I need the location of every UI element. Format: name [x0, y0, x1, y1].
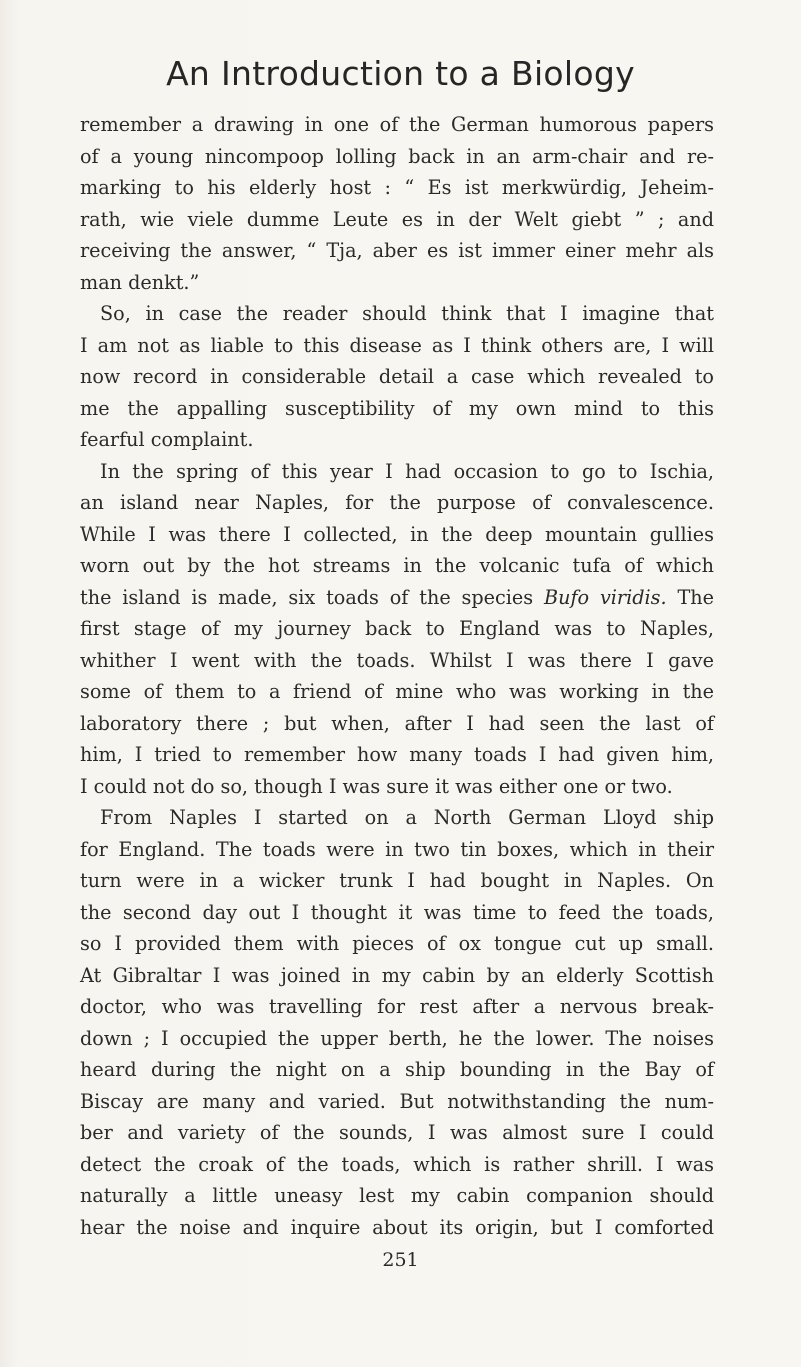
text-line: At Gibraltar I was joined in my cabin by an elderly Scottish: [80, 963, 714, 987]
text-line: fearful complaint.: [80, 428, 254, 451]
text-line: I am not as liable to this disease as I think others are, I will: [80, 333, 714, 357]
text-line: first stage of my journey back to England was to Naples,: [80, 617, 714, 640]
text-line: so I provided them with pieces of ox tongue cut up small.: [80, 932, 714, 955]
text-line: the second day out I thought it was time to feed the toads,: [80, 900, 714, 924]
text-line: receiving the answer, “ Tja, aber es ist immer einer mehr als: [80, 239, 714, 262]
text-line: laboratory there ; but when, after I had seen the last of: [80, 711, 714, 735]
text-line: for England. The toads were in two tin boxes, which in their: [80, 837, 714, 861]
species-line-after: The: [666, 585, 714, 609]
text-line-species: [80, 582, 714, 614]
text-line: worn out by the hot streams in the volcanic tufa of which: [80, 554, 714, 577]
text-line: now record in considerable detail a case which revealed to: [80, 365, 714, 388]
text-line: While I was there I collected, in the deep mountain gullies: [80, 522, 714, 546]
text-line: him, I tried to remember how many toads I had given him,: [80, 743, 714, 766]
body-text: [80, 109, 714, 1243]
text-line: some of them to a friend of mine who was working in the: [80, 680, 714, 703]
text-line: Biscay are many and varied. But notwithstanding the num-: [80, 1089, 714, 1113]
text-line: naturally a little uneasy lest my cabin companion should: [80, 1184, 714, 1207]
text-line: of a young nincompoop lolling back in an arm-chair and re-: [80, 144, 714, 168]
text-line: down ; I occupied the upper berth, he the lower. The noises: [80, 1026, 714, 1050]
text-line: marking to his elderly host : “ Es ist merkwürdig, Jeheim-: [80, 176, 714, 199]
running-header: An Introduction to a Biology: [166, 54, 635, 93]
text-line: In the spring of this year I had occasion to go to Ischia,: [100, 459, 714, 483]
species-line-before: the island is made, six toads of the species: [80, 585, 544, 609]
text-line: I could not do so, though I was sure it was either one or two.: [80, 774, 673, 798]
text-line: From Naples I started on a North German Lloyd ship: [100, 806, 714, 829]
text-line: me the appalling susceptibility of my own mind to this: [80, 396, 714, 420]
text-line: So, in case the reader should think that I imagine that: [100, 302, 714, 325]
text-line: remember a drawing in one of the German humorous papers: [80, 113, 714, 136]
text-line: an island near Naples, for the purpose of convalescence.: [80, 491, 714, 514]
text-line: man denkt.”: [80, 270, 200, 294]
page-number: 251: [382, 1249, 419, 1271]
text-line: ber and variety of the sounds, I was almost sure I could: [80, 1121, 714, 1144]
text-line: turn were in a wicker trunk I had bought in Naples. On: [80, 869, 714, 892]
text-line: detect the croak of the toads, which is rather shrill. I was: [80, 1152, 714, 1176]
text-line: doctor, who was travelling for rest after a nervous break-: [80, 995, 714, 1018]
text-line: heard during the night on a ship bounding in the Bay of: [80, 1058, 714, 1081]
species-name: Bufo viridis.: [543, 585, 667, 609]
text-line: whither I went with the toads. Whilst I was there I gave: [80, 648, 714, 672]
text-line: rath, wie viele dumme Leute es in der Welt giebt ” ; and: [80, 207, 714, 231]
text-line: hear the noise and inquire about its origin, but I comforted: [80, 1215, 714, 1239]
